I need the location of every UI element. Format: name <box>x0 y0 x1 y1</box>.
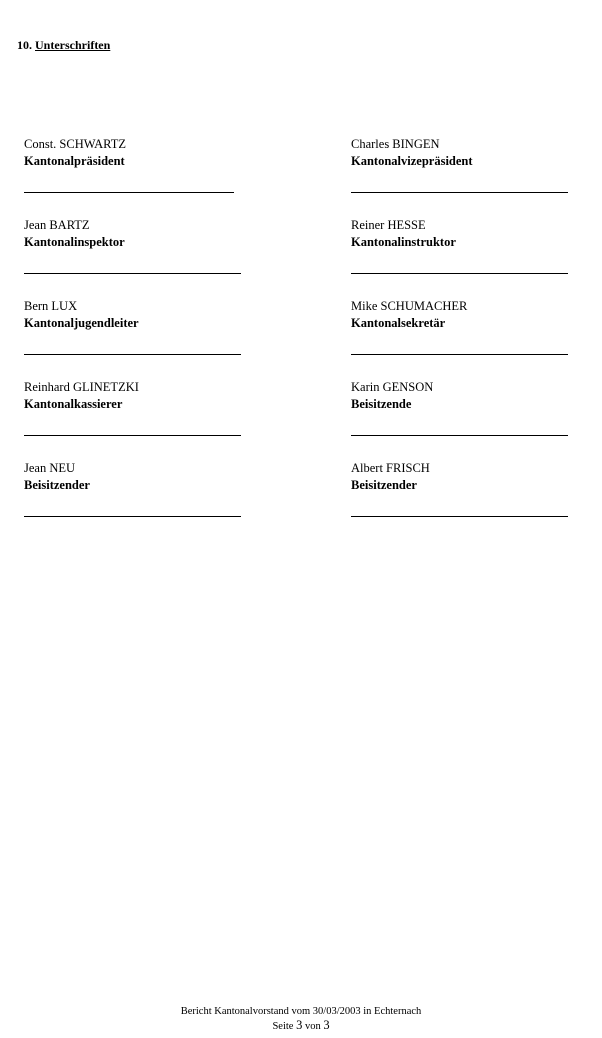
signature-line <box>351 354 568 355</box>
signatory-name: Reiner HESSE <box>351 218 426 232</box>
section-heading <box>17 38 110 53</box>
signature-line <box>351 435 568 436</box>
page-current: 3 <box>296 1018 303 1032</box>
signatory-name: Albert FRISCH <box>351 461 430 475</box>
section-title: Unterschriften <box>35 38 111 52</box>
signatory-role: Kantonalvizepräsident <box>351 154 473 168</box>
signature-line <box>351 192 568 193</box>
signatory-role: Beisitzende <box>351 397 412 411</box>
page-total: 3 <box>323 1018 330 1032</box>
signature-line <box>24 435 241 436</box>
signatory-name: Mike SCHUMACHER <box>351 299 468 313</box>
signatory-role: Kantonalpräsident <box>24 154 125 168</box>
signatory-role: Kantonalinstruktor <box>351 235 456 249</box>
signatory-role: Beisitzender <box>351 478 417 492</box>
signature-line <box>351 516 568 517</box>
signature-line <box>351 273 568 274</box>
footer-report-line: Bericht Kantonalvorstand vom 30/03/2003 in Echternach <box>180 1006 422 1017</box>
of-word: von <box>304 1021 321 1032</box>
signatory-name: Jean BARTZ <box>24 218 90 232</box>
signature-line <box>24 273 241 274</box>
signatory-name: Reinhard GLINETZKI <box>24 380 139 394</box>
signatory-name: Charles BINGEN <box>351 137 440 151</box>
signature-line <box>24 354 241 355</box>
signatory-name: Bern LUX <box>24 299 78 313</box>
signatory-role: Kantonalinspektor <box>24 235 125 249</box>
signatory-name: Karin GENSON <box>351 380 434 394</box>
signature-line <box>24 516 241 517</box>
footer-page-number <box>0 1019 602 1033</box>
signatory-role: Kantonalsekretär <box>351 316 446 330</box>
signature-line <box>24 192 234 193</box>
page-word: Seite <box>272 1021 294 1032</box>
signatory-role: Kantonaljugendleiter <box>24 316 139 330</box>
signatory-role: Beisitzender <box>24 478 90 492</box>
signatory-name: Jean NEU <box>24 461 76 475</box>
section-number: 10. <box>17 38 32 52</box>
signatory-name: Const. SCHWARTZ <box>24 137 127 151</box>
signatory-role: Kantonalkassierer <box>24 397 123 411</box>
